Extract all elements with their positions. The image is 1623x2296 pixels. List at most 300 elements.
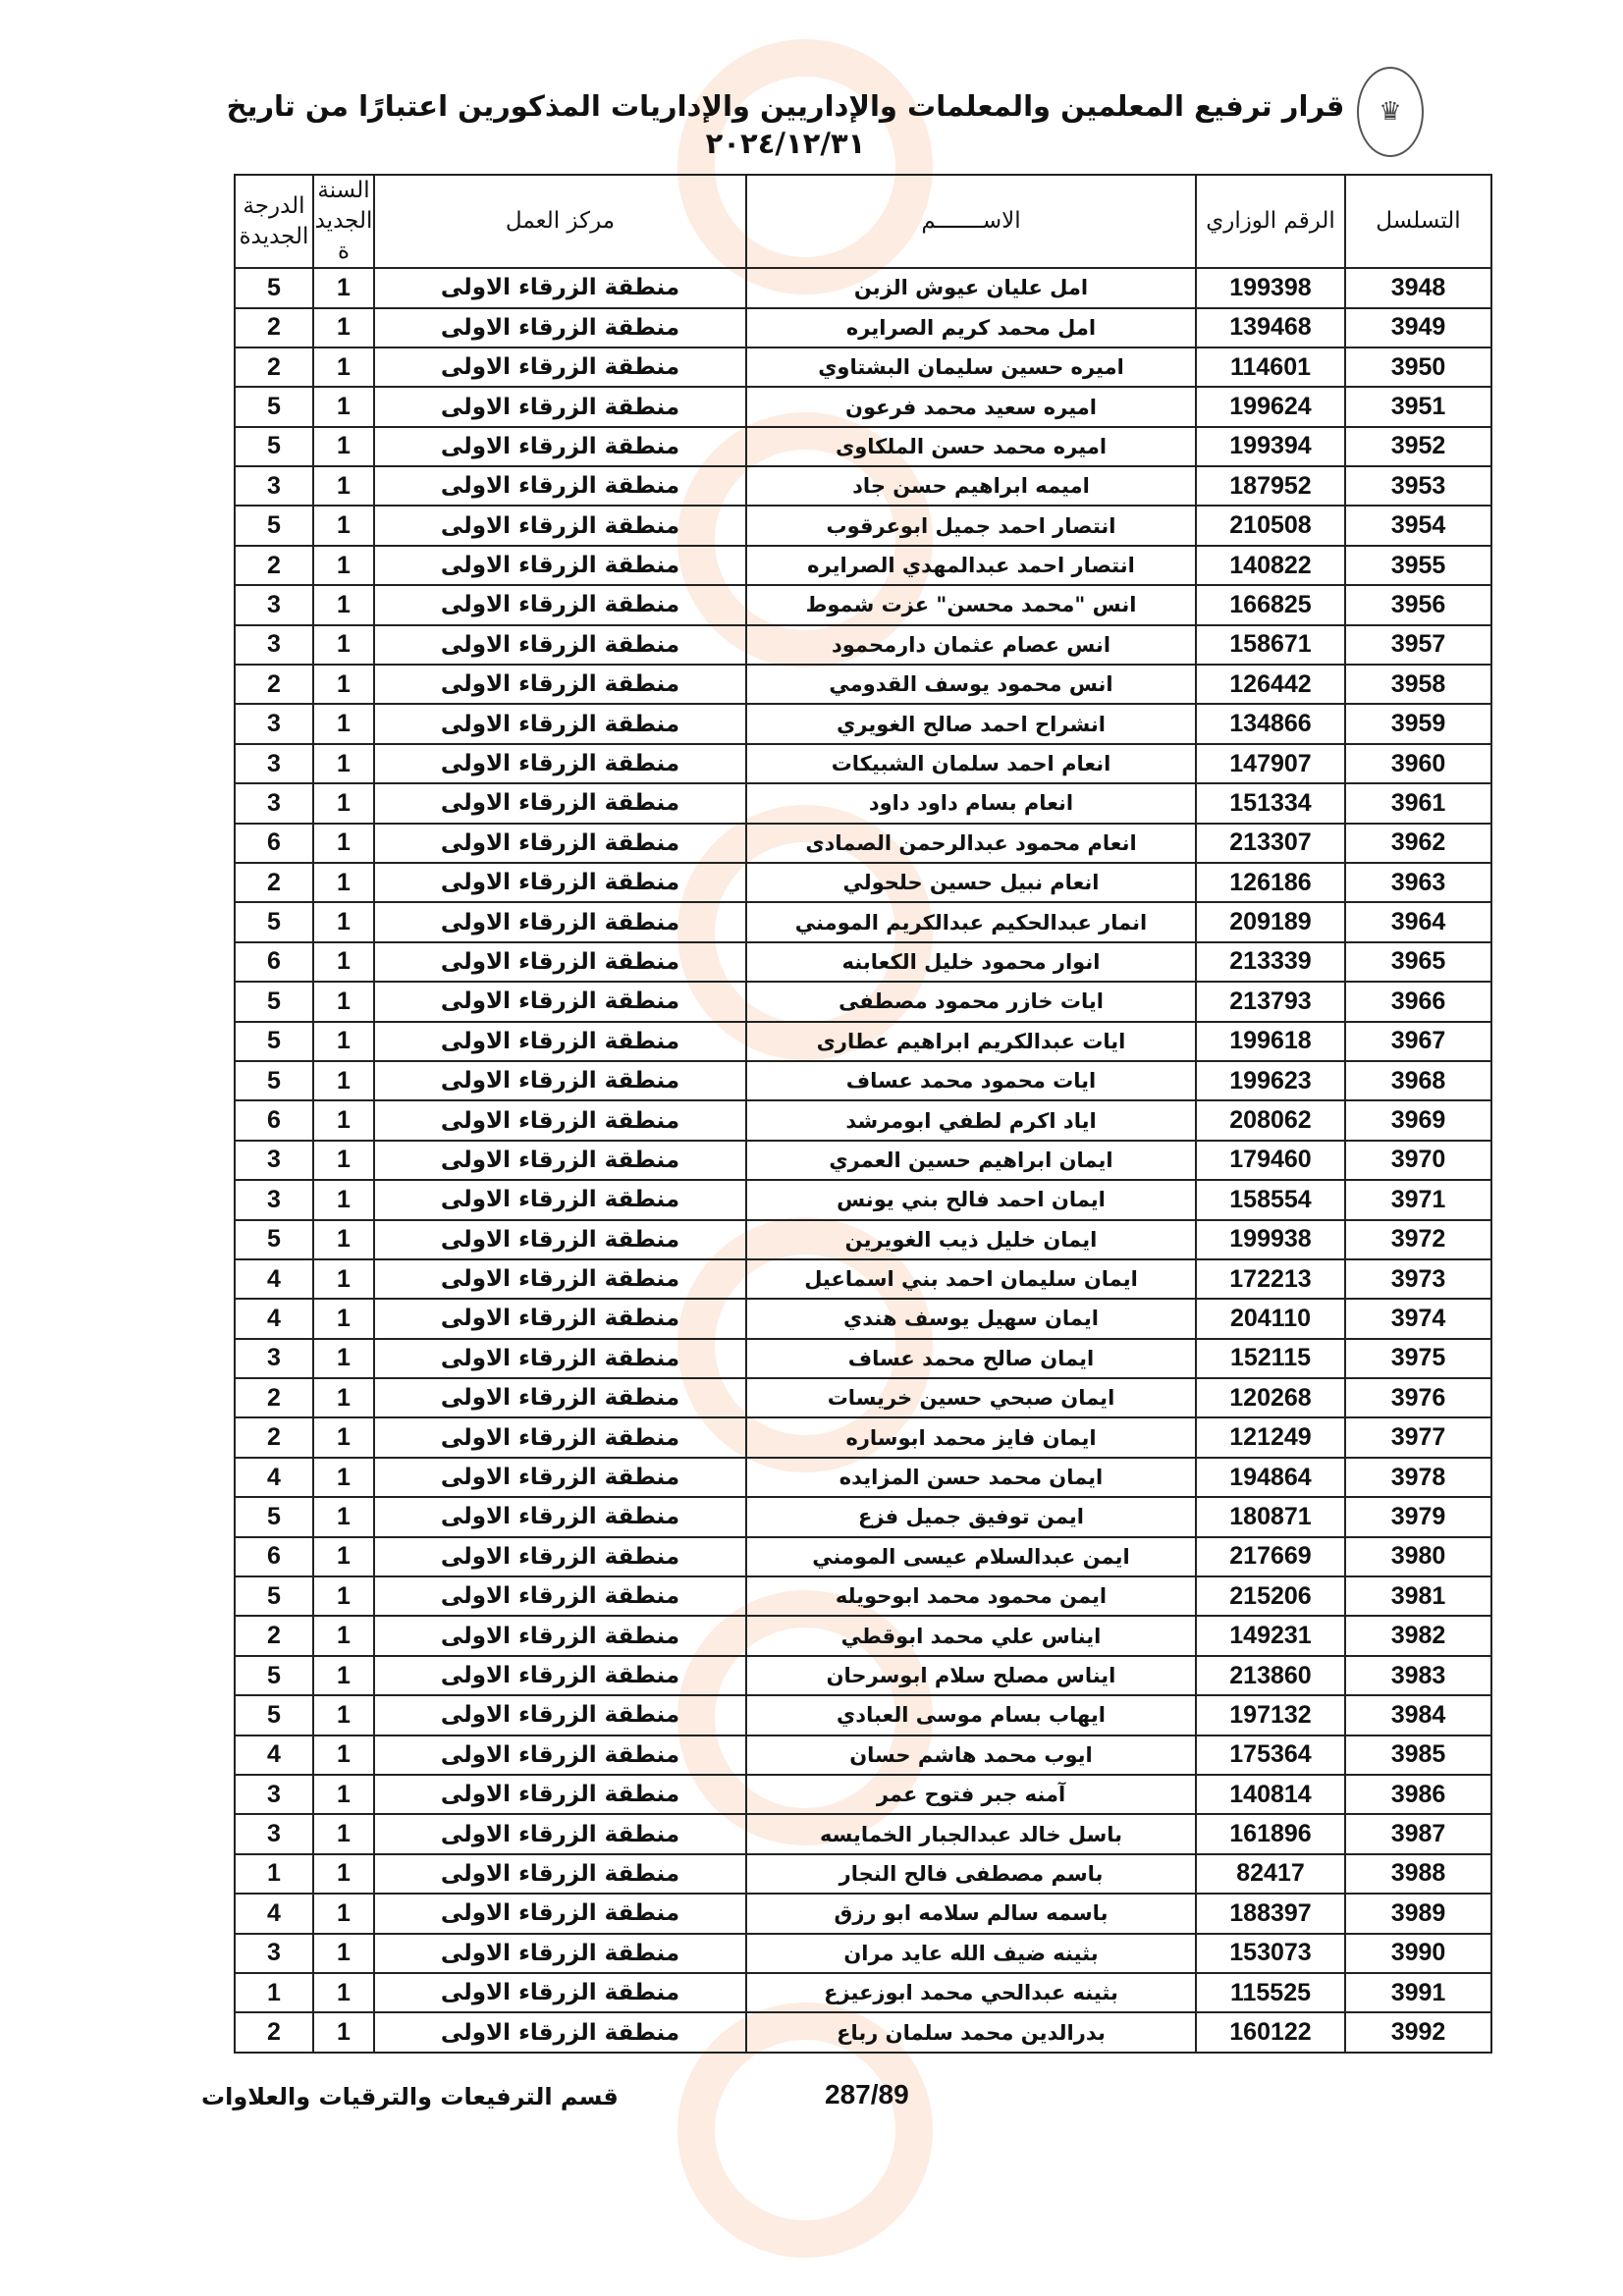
work-center-cell: منطقة الزرقاء الاولى: [374, 466, 746, 506]
table-row: [235, 1576, 1491, 1616]
ministry-number-cell: 120268: [1196, 1378, 1345, 1417]
new-year-cell: 1: [313, 1934, 374, 1973]
table-row: [235, 1220, 1491, 1259]
ministry-number-cell: 213307: [1196, 824, 1345, 863]
serial-cell: 3949: [1345, 308, 1491, 347]
work-center-cell: منطقة الزرقاء الاولى: [374, 1299, 746, 1338]
column-header-name: الاســـــــم: [746, 175, 1196, 268]
new-year-cell: 1: [313, 387, 374, 426]
name-cell: باسمه سالم سلامه ابو رزق: [746, 1894, 1196, 1933]
table-row: [235, 427, 1491, 466]
new-grade-cell: 2: [235, 1616, 313, 1655]
new-grade-cell: 3: [235, 585, 313, 624]
new-year-cell: 1: [313, 1616, 374, 1655]
ministry-number-cell: 121249: [1196, 1417, 1345, 1457]
work-center-cell: منطقة الزرقاء الاولى: [374, 982, 746, 1021]
new-grade-cell: 3: [235, 783, 313, 823]
table-row: [235, 1695, 1491, 1735]
new-year-cell: 1: [313, 506, 374, 545]
table-row: [235, 546, 1491, 585]
name-cell: اميمه ابراهيم حسن جاد: [746, 466, 1196, 506]
new-grade-cell: 2: [235, 2012, 313, 2052]
serial-cell: 3988: [1345, 1854, 1491, 1894]
name-cell: اميره محمد حسن الملكاوى: [746, 427, 1196, 466]
work-center-cell: منطقة الزرقاء الاولى: [374, 2012, 746, 2052]
table-row: [235, 1537, 1491, 1576]
work-center-cell: منطقة الزرقاء الاولى: [374, 268, 746, 307]
new-year-cell: 1: [313, 546, 374, 585]
work-center-cell: منطقة الزرقاء الاولى: [374, 1141, 746, 1180]
serial-cell: 3966: [1345, 982, 1491, 1021]
new-year-cell: 1: [313, 1735, 374, 1775]
name-cell: ايات محمود محمد عساف: [746, 1061, 1196, 1100]
name-cell: بدرالدين محمد سلمان رباع: [746, 2012, 1196, 2052]
new-year-cell: 1: [313, 585, 374, 624]
ministry-emblem-icon: ♛: [1357, 67, 1424, 157]
work-center-cell: منطقة الزرقاء الاولى: [374, 863, 746, 902]
serial-cell: 3950: [1345, 347, 1491, 387]
work-center-cell: منطقة الزرقاء الاولى: [374, 387, 746, 426]
new-grade-cell: 5: [235, 1061, 313, 1100]
table-row: [235, 1022, 1491, 1061]
work-center-cell: منطقة الزرقاء الاولى: [374, 704, 746, 743]
table-row: [235, 585, 1491, 624]
name-cell: ايمان سليمان احمد بني اسماعيل: [746, 1259, 1196, 1299]
serial-cell: 3991: [1345, 1973, 1491, 2012]
name-cell: ايمان صالح محمد عساف: [746, 1339, 1196, 1378]
work-center-cell: منطقة الزرقاء الاولى: [374, 308, 746, 347]
serial-cell: 3983: [1345, 1656, 1491, 1695]
name-cell: ايمان محمد حسن المزايده: [746, 1458, 1196, 1497]
serial-cell: 3961: [1345, 783, 1491, 823]
table-row: [235, 783, 1491, 823]
table-row: [235, 1735, 1491, 1775]
name-cell: انشراح احمد صالح الغويري: [746, 704, 1196, 743]
serial-cell: 3969: [1345, 1100, 1491, 1140]
work-center-cell: منطقة الزرقاء الاولى: [374, 1339, 746, 1378]
work-center-cell: منطقة الزرقاء الاولى: [374, 585, 746, 624]
new-year-cell: 1: [313, 1141, 374, 1180]
new-grade-cell: 3: [235, 1339, 313, 1378]
work-center-cell: منطقة الزرقاء الاولى: [374, 1378, 746, 1417]
ministry-number-cell: 199618: [1196, 1022, 1345, 1061]
new-year-cell: 1: [313, 902, 374, 941]
promotions-table: [234, 174, 1492, 2054]
work-center-cell: منطقة الزرقاء الاولى: [374, 1656, 746, 1695]
new-grade-cell: 6: [235, 1537, 313, 1576]
name-cell: باسم مصطفى فالح النجار: [746, 1854, 1196, 1894]
ministry-number-cell: 140814: [1196, 1775, 1345, 1814]
ministry-number-cell: 82417: [1196, 1854, 1345, 1894]
name-cell: بثينه ضيف الله عايد مران: [746, 1934, 1196, 1973]
new-grade-cell: 3: [235, 744, 313, 783]
ministry-number-cell: 215206: [1196, 1576, 1345, 1616]
table-row: [235, 1973, 1491, 2012]
new-year-cell: 1: [313, 1854, 374, 1894]
work-center-cell: منطقة الزرقاء الاولى: [374, 902, 746, 941]
serial-cell: 3971: [1345, 1180, 1491, 1219]
name-cell: ايمن محمود محمد ابوحويله: [746, 1576, 1196, 1616]
ministry-number-cell: 217669: [1196, 1537, 1345, 1576]
serial-cell: 3970: [1345, 1141, 1491, 1180]
name-cell: باسل خالد عبدالجبار الخمايسه: [746, 1814, 1196, 1853]
table-row: [235, 942, 1491, 982]
name-cell: انوار محمود خليل الكعابنه: [746, 942, 1196, 982]
work-center-cell: منطقة الزرقاء الاولى: [374, 1458, 746, 1497]
new-grade-cell: 3: [235, 1814, 313, 1853]
new-year-cell: 1: [313, 1775, 374, 1814]
new-grade-cell: 6: [235, 942, 313, 982]
table-row: [235, 1299, 1491, 1338]
name-cell: امل عليان عيوش الزبن: [746, 268, 1196, 307]
new-year-cell: 1: [313, 1100, 374, 1140]
name-cell: انعام نبيل حسين حلحولي: [746, 863, 1196, 902]
new-year-cell: 1: [313, 783, 374, 823]
serial-cell: 3948: [1345, 268, 1491, 307]
new-grade-cell: 4: [235, 1735, 313, 1775]
name-cell: ايات عبدالكريم ابراهيم عطارى: [746, 1022, 1196, 1061]
work-center-cell: منطقة الزرقاء الاولى: [374, 1814, 746, 1853]
new-grade-cell: 5: [235, 1022, 313, 1061]
serial-cell: 3986: [1345, 1775, 1491, 1814]
work-center-cell: منطقة الزرقاء الاولى: [374, 1022, 746, 1061]
new-grade-cell: 5: [235, 1220, 313, 1259]
new-grade-cell: 2: [235, 1417, 313, 1457]
serial-cell: 3992: [1345, 2012, 1491, 2052]
new-grade-cell: 6: [235, 1100, 313, 1140]
work-center-cell: منطقة الزرقاء الاولى: [374, 1854, 746, 1894]
name-cell: اياد اكرم لطفي ابومرشد: [746, 1100, 1196, 1140]
new-year-cell: 1: [313, 665, 374, 704]
new-grade-cell: 5: [235, 1656, 313, 1695]
table-row: [235, 387, 1491, 426]
work-center-cell: منطقة الزرقاء الاولى: [374, 1616, 746, 1655]
ministry-number-cell: 199938: [1196, 1220, 1345, 1259]
ministry-number-cell: 166825: [1196, 585, 1345, 624]
page-title: قرار ترفيع المعلمين والمعلمات والإداريين والإداريات المذكورين اعتبارًا من تاريخ ٢٠٢٤/١٢/٣١: [226, 89, 1345, 160]
table-row: [235, 1656, 1491, 1695]
ministry-number-cell: 126186: [1196, 863, 1345, 902]
work-center-cell: منطقة الزرقاء الاولى: [374, 1735, 746, 1775]
ministry-number-cell: 187952: [1196, 466, 1345, 506]
serial-cell: 3956: [1345, 585, 1491, 624]
name-cell: ايمان ابراهيم حسين العمري: [746, 1141, 1196, 1180]
new-year-cell: 1: [313, 1973, 374, 2012]
new-year-cell: 1: [313, 268, 374, 307]
new-year-cell: 1: [313, 1656, 374, 1695]
work-center-cell: منطقة الزرقاء الاولى: [374, 744, 746, 783]
serial-cell: 3985: [1345, 1735, 1491, 1775]
serial-cell: 3974: [1345, 1299, 1491, 1338]
name-cell: امل محمد كريم الصرايره: [746, 308, 1196, 347]
new-year-cell: 1: [313, 427, 374, 466]
table-row: [235, 1616, 1491, 1655]
work-center-cell: منطقة الزرقاء الاولى: [374, 1497, 746, 1536]
table-row: [235, 1259, 1491, 1299]
name-cell: ايمان سهيل يوسف هندي: [746, 1299, 1196, 1338]
new-year-cell: 1: [313, 347, 374, 387]
new-year-cell: 1: [313, 1180, 374, 1219]
ministry-number-cell: 134866: [1196, 704, 1345, 743]
serial-cell: 3951: [1345, 387, 1491, 426]
work-center-cell: منطقة الزرقاء الاولى: [374, 1259, 746, 1299]
ministry-number-cell: 140822: [1196, 546, 1345, 585]
work-center-cell: منطقة الزرقاء الاولى: [374, 1894, 746, 1933]
table-row: [235, 1378, 1491, 1417]
new-year-cell: 1: [313, 2012, 374, 2052]
serial-cell: 3959: [1345, 704, 1491, 743]
work-center-cell: منطقة الزرقاء الاولى: [374, 625, 746, 665]
new-year-cell: 1: [313, 942, 374, 982]
new-grade-cell: 2: [235, 1378, 313, 1417]
ministry-number-cell: 197132: [1196, 1695, 1345, 1735]
name-cell: انتصار احمد عبدالمهدي الصرايره: [746, 546, 1196, 585]
work-center-cell: منطقة الزرقاء الاولى: [374, 427, 746, 466]
table-row: [235, 1497, 1491, 1536]
ministry-number-cell: 210508: [1196, 506, 1345, 545]
name-cell: ايات خازر محمود مصطفى: [746, 982, 1196, 1021]
serial-cell: 3965: [1345, 942, 1491, 982]
serial-cell: 3957: [1345, 625, 1491, 665]
new-year-cell: 1: [313, 308, 374, 347]
name-cell: ايمن توفيق جميل فزع: [746, 1497, 1196, 1536]
new-grade-cell: 2: [235, 546, 313, 585]
ministry-number-cell: 151334: [1196, 783, 1345, 823]
work-center-cell: منطقة الزرقاء الاولى: [374, 1180, 746, 1219]
new-grade-cell: 5: [235, 1576, 313, 1616]
new-year-cell: 1: [313, 466, 374, 506]
column-header-new-grade: الدرجة الجديدة: [235, 175, 313, 268]
name-cell: انمار عبدالحكيم عبدالكريم المومني: [746, 902, 1196, 941]
new-grade-cell: 2: [235, 665, 313, 704]
new-grade-cell: 1: [235, 1973, 313, 2012]
ministry-number-cell: 199624: [1196, 387, 1345, 426]
new-year-cell: 1: [313, 1339, 374, 1378]
ministry-number-cell: 149231: [1196, 1616, 1345, 1655]
new-year-cell: 1: [313, 1259, 374, 1299]
serial-cell: 3963: [1345, 863, 1491, 902]
table-row: [235, 1339, 1491, 1378]
serial-cell: 3987: [1345, 1814, 1491, 1853]
ministry-number-cell: 194864: [1196, 1458, 1345, 1497]
ministry-number-cell: 179460: [1196, 1141, 1345, 1180]
new-grade-cell: 5: [235, 506, 313, 545]
name-cell: انعام بسام داود داود: [746, 783, 1196, 823]
name-cell: ايمان احمد فالح بني يونس: [746, 1180, 1196, 1219]
name-cell: انعام محمود عبدالرحمن الصمادى: [746, 824, 1196, 863]
new-year-cell: 1: [313, 744, 374, 783]
new-year-cell: 1: [313, 1894, 374, 1933]
work-center-cell: منطقة الزرقاء الاولى: [374, 1973, 746, 2012]
table-row: [235, 1854, 1491, 1894]
serial-cell: 3977: [1345, 1417, 1491, 1457]
new-grade-cell: 5: [235, 1695, 313, 1735]
name-cell: اميره سعيد محمد فرعون: [746, 387, 1196, 426]
column-header-serial: التسلسل: [1345, 175, 1491, 268]
work-center-cell: منطقة الزرقاء الاولى: [374, 546, 746, 585]
table-row: [235, 902, 1491, 941]
serial-cell: 3968: [1345, 1061, 1491, 1100]
name-cell: ايوب محمد هاشم حسان: [746, 1735, 1196, 1775]
new-year-cell: 1: [313, 824, 374, 863]
ministry-number-cell: 199623: [1196, 1061, 1345, 1100]
table-row: [235, 863, 1491, 902]
new-year-cell: 1: [313, 863, 374, 902]
table-row: [235, 506, 1491, 545]
new-grade-cell: 6: [235, 824, 313, 863]
table-row: [235, 1417, 1491, 1457]
ministry-number-cell: 126442: [1196, 665, 1345, 704]
ministry-number-cell: 213793: [1196, 982, 1345, 1021]
table-row: [235, 1934, 1491, 1973]
new-grade-cell: 3: [235, 1934, 313, 1973]
ministry-number-cell: 175364: [1196, 1735, 1345, 1775]
new-grade-cell: 4: [235, 1259, 313, 1299]
ministry-number-cell: 208062: [1196, 1100, 1345, 1140]
name-cell: انتصار احمد جميل ابوعرقوب: [746, 506, 1196, 545]
name-cell: آمنه جبر فتوح عمر: [746, 1775, 1196, 1814]
work-center-cell: منطقة الزرقاء الاولى: [374, 1695, 746, 1735]
new-grade-cell: 4: [235, 1458, 313, 1497]
department-name: قسم الترفيعات والترقيات والعلاوات: [201, 2083, 619, 2110]
work-center-cell: منطقة الزرقاء الاولى: [374, 942, 746, 982]
ministry-number-cell: 199398: [1196, 268, 1345, 307]
table-row: [235, 704, 1491, 743]
serial-cell: 3958: [1345, 665, 1491, 704]
work-center-cell: منطقة الزرقاء الاولى: [374, 1934, 746, 1973]
name-cell: انس محمود يوسف القدومي: [746, 665, 1196, 704]
work-center-cell: منطقة الزرقاء الاولى: [374, 347, 746, 387]
table-row: [235, 1775, 1491, 1814]
serial-cell: 3981: [1345, 1576, 1491, 1616]
serial-cell: 3980: [1345, 1537, 1491, 1576]
table-row: [235, 1894, 1491, 1933]
name-cell: ايمان فايز محمد ابوساره: [746, 1417, 1196, 1457]
new-grade-cell: 5: [235, 902, 313, 941]
table-header-row: [235, 175, 1491, 268]
serial-cell: 3964: [1345, 902, 1491, 941]
table-row: [235, 982, 1491, 1021]
serial-cell: 3976: [1345, 1378, 1491, 1417]
name-cell: ايناس مصلح سلام ابوسرحان: [746, 1656, 1196, 1695]
ministry-number-cell: 160122: [1196, 2012, 1345, 2052]
work-center-cell: منطقة الزرقاء الاولى: [374, 506, 746, 545]
page-number: 287/89: [825, 2079, 909, 2109]
serial-cell: 3955: [1345, 546, 1491, 585]
work-center-cell: منطقة الزرقاء الاولى: [374, 1537, 746, 1576]
ministry-number-cell: 139468: [1196, 308, 1345, 347]
serial-cell: 3962: [1345, 824, 1491, 863]
new-year-cell: 1: [313, 1497, 374, 1536]
ministry-number-cell: 199394: [1196, 427, 1345, 466]
new-year-cell: 1: [313, 1695, 374, 1735]
new-grade-cell: 2: [235, 308, 313, 347]
table-row: [235, 824, 1491, 863]
work-center-cell: منطقة الزرقاء الاولى: [374, 665, 746, 704]
name-cell: ايناس علي محمد ابوقطي: [746, 1616, 1196, 1655]
name-cell: ايمان خليل ذيب الغويرين: [746, 1220, 1196, 1259]
work-center-cell: منطقة الزرقاء الاولى: [374, 1100, 746, 1140]
name-cell: اميره حسين سليمان البشتاوي: [746, 347, 1196, 387]
ministry-number-cell: 213860: [1196, 1656, 1345, 1695]
name-cell: انس "محمد محسن" عزت شموط: [746, 585, 1196, 624]
new-grade-cell: 3: [235, 625, 313, 665]
serial-cell: 3954: [1345, 506, 1491, 545]
column-header-work-center: مركز العمل: [374, 175, 746, 268]
ministry-number-cell: 152115: [1196, 1339, 1345, 1378]
new-grade-cell: 3: [235, 1775, 313, 1814]
work-center-cell: منطقة الزرقاء الاولى: [374, 1061, 746, 1100]
name-cell: بثينه عبدالحي محمد ابوزعيزع: [746, 1973, 1196, 2012]
new-grade-cell: 2: [235, 863, 313, 902]
serial-cell: 3967: [1345, 1022, 1491, 1061]
table-row: [235, 308, 1491, 347]
ministry-number-cell: 209189: [1196, 902, 1345, 941]
new-grade-cell: 3: [235, 466, 313, 506]
new-grade-cell: 5: [235, 427, 313, 466]
ministry-number-cell: 161896: [1196, 1814, 1345, 1853]
table-row: [235, 268, 1491, 307]
serial-cell: 3979: [1345, 1497, 1491, 1536]
work-center-cell: منطقة الزرقاء الاولى: [374, 1417, 746, 1457]
ministry-number-cell: 153073: [1196, 1934, 1345, 1973]
new-year-cell: 1: [313, 1576, 374, 1616]
serial-cell: 3953: [1345, 466, 1491, 506]
ministry-number-cell: 213339: [1196, 942, 1345, 982]
ministry-number-cell: 114601: [1196, 347, 1345, 387]
new-grade-cell: 1: [235, 1854, 313, 1894]
table-row: [235, 466, 1491, 506]
table-row: [235, 665, 1491, 704]
new-year-cell: 1: [313, 1378, 374, 1417]
new-grade-cell: 5: [235, 1497, 313, 1536]
table-row: [235, 744, 1491, 783]
new-year-cell: 1: [313, 1458, 374, 1497]
new-year-cell: 1: [313, 1537, 374, 1576]
serial-cell: 3972: [1345, 1220, 1491, 1259]
ministry-number-cell: 115525: [1196, 1973, 1345, 2012]
new-grade-cell: 5: [235, 268, 313, 307]
new-year-cell: 1: [313, 1814, 374, 1853]
ministry-number-cell: 188397: [1196, 1894, 1345, 1933]
work-center-cell: منطقة الزرقاء الاولى: [374, 783, 746, 823]
name-cell: انس عصام عثمان دارمحمود: [746, 625, 1196, 665]
ministry-number-cell: 180871: [1196, 1497, 1345, 1536]
work-center-cell: منطقة الزرقاء الاولى: [374, 1220, 746, 1259]
ministry-number-cell: 172213: [1196, 1259, 1345, 1299]
column-header-ministry-number: الرقم الوزاري: [1196, 175, 1345, 268]
serial-cell: 3978: [1345, 1458, 1491, 1497]
serial-cell: 3975: [1345, 1339, 1491, 1378]
table-row: [235, 1100, 1491, 1140]
table-row: [235, 1061, 1491, 1100]
table-row: [235, 2012, 1491, 2052]
ministry-number-cell: 158671: [1196, 625, 1345, 665]
ministry-number-cell: 204110: [1196, 1299, 1345, 1338]
new-grade-cell: 4: [235, 1894, 313, 1933]
name-cell: انعام احمد سلمان الشبيكات: [746, 744, 1196, 783]
new-year-cell: 1: [313, 1022, 374, 1061]
ministry-number-cell: 147907: [1196, 744, 1345, 783]
name-cell: ايمان صبحي حسين خريسات: [746, 1378, 1196, 1417]
new-year-cell: 1: [313, 625, 374, 665]
new-grade-cell: 5: [235, 982, 313, 1021]
serial-cell: 3960: [1345, 744, 1491, 783]
new-grade-cell: 4: [235, 1299, 313, 1338]
new-year-cell: 1: [313, 1417, 374, 1457]
serial-cell: 3990: [1345, 1934, 1491, 1973]
table-row: [235, 625, 1491, 665]
